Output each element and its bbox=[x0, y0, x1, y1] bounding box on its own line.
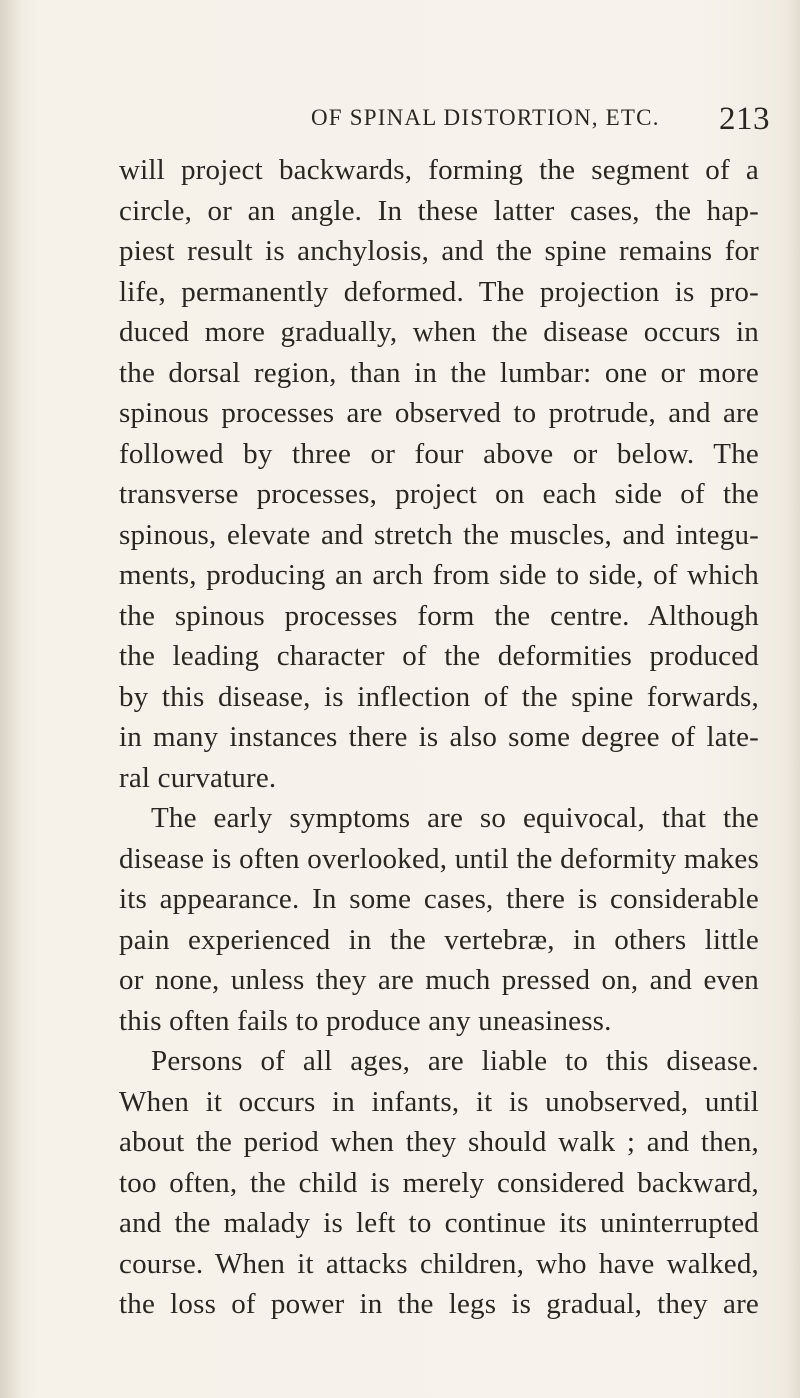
text-line: the dorsal region, than in the lumbar: one or more bbox=[119, 356, 759, 389]
text-line: course. When it attacks children, who have walked, bbox=[119, 1247, 759, 1280]
text-line: transverse processes, project on each side of the bbox=[119, 478, 759, 510]
paragraph-start-line: The early symptoms are so equivocal, that the bbox=[151, 802, 759, 834]
text-line: its appearance. In some cases, there is considerable bbox=[119, 883, 759, 915]
running-head: OF SPINAL DISTORTION, ETC. bbox=[311, 105, 660, 130]
text-line: the loss of power in the legs is gradual, they are bbox=[119, 1288, 759, 1320]
text-line: the leading character of the deformities produced bbox=[119, 640, 759, 672]
text-line: duced more gradually, when the disease occurs in bbox=[119, 316, 759, 348]
paragraph-end-line: ral curvature. bbox=[119, 761, 277, 794]
paragraph-end-line: this often fails to produce any uneasiness. bbox=[119, 1004, 612, 1037]
text-line: spinous processes are observed to protrude, and are bbox=[119, 397, 759, 429]
body-text bbox=[119, 150, 759, 1325]
text-line: too often, the child is merely considered backward, bbox=[119, 1166, 759, 1199]
text-line: piest result is anchylosis, and the spine remains for bbox=[119, 235, 759, 267]
text-line: and the malady is left to continue its uninterrupted bbox=[119, 1207, 759, 1239]
text-line: When it occurs in infants, it is unobserved, until bbox=[119, 1085, 759, 1118]
text-line: ments, producing an arch from side to side, of which bbox=[119, 559, 759, 591]
text-line: about the period when they should walk ; and then, bbox=[119, 1126, 759, 1158]
gutter-shadow bbox=[0, 0, 22, 1398]
text-line: will project backwards, forming the segment of a bbox=[119, 154, 759, 186]
text-line: disease is often overlooked, until the deformity makes bbox=[119, 842, 759, 875]
page-edge-shadow bbox=[786, 0, 800, 1398]
text-line: spinous, elevate and stretch the muscles, and integu- bbox=[119, 518, 759, 551]
text-line: pain experienced in the vertebræ, in others little bbox=[119, 923, 759, 956]
text-line: the spinous processes form the centre. Although bbox=[119, 599, 759, 632]
text-line: life, permanently deformed. The projection is pro- bbox=[119, 275, 759, 308]
text-line: circle, or an angle. In these latter cases, the hap- bbox=[119, 194, 759, 227]
text-line: followed by three or four above or below. The bbox=[119, 437, 759, 470]
page-header bbox=[0, 101, 800, 141]
text-line: by this disease, is inflection of the spine forwards, bbox=[119, 680, 759, 713]
text-line: or none, unless they are much pressed on, and even bbox=[119, 964, 759, 996]
paragraph-start-line: Persons of all ages, are liable to this disease. bbox=[151, 1045, 759, 1077]
page-number: 213 bbox=[719, 101, 770, 137]
text-line: in many instances there is also some degree of late- bbox=[119, 721, 759, 753]
